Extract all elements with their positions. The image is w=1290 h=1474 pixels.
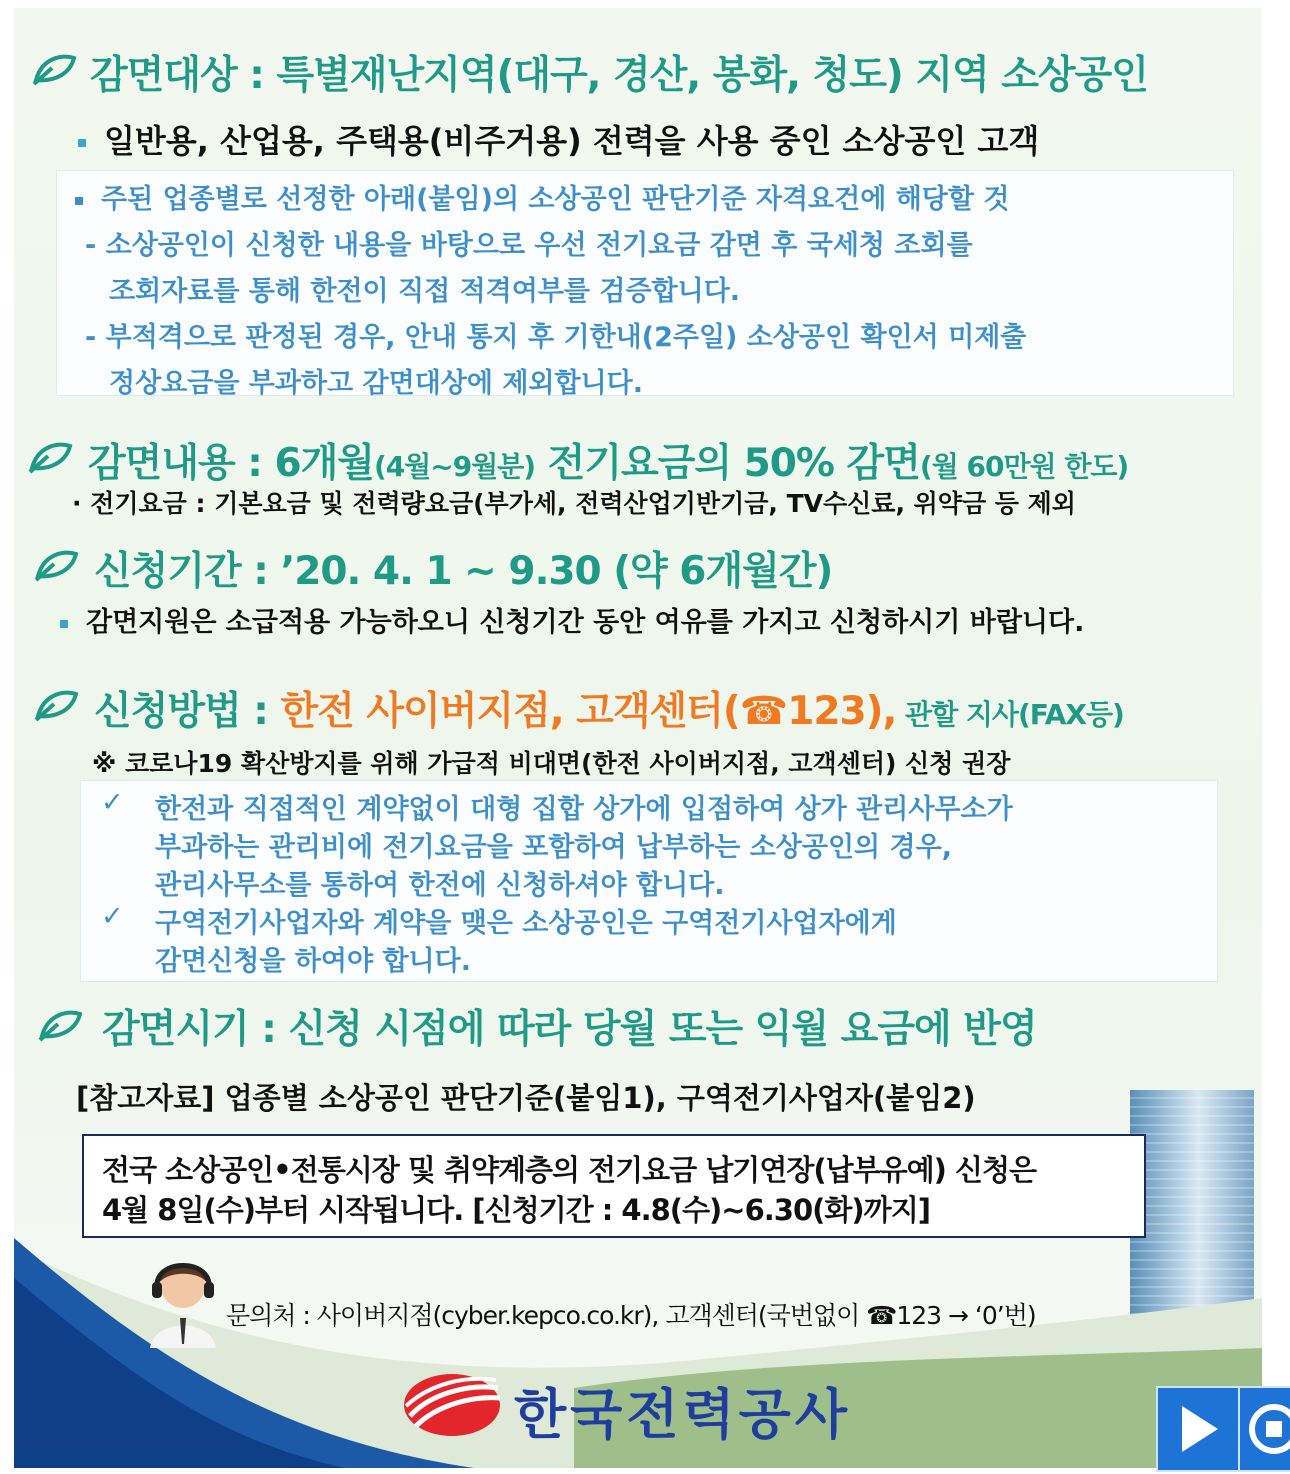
contact-info: 문의처 : 사이버지점(cyber.kepco.co.kr), 고객센터(국번없이 ☎123 → ‘0’번)	[226, 1301, 1036, 1330]
method-label: 신청방법 :	[94, 689, 281, 734]
heading-discount-content	[88, 432, 1128, 488]
leaf-icon	[32, 52, 78, 86]
discount-limit: (월 60만원 한도)	[919, 450, 1129, 483]
kepco-logo-text: 한국전력공사	[514, 1383, 851, 1446]
discount-heading-main: 감면내용 : 6개월	[88, 441, 374, 486]
play-button[interactable]	[1156, 1386, 1240, 1472]
eligibility-detail-line: 정상요금을 부과하고 감면대상에 제외합니다.	[109, 368, 644, 399]
application-period-bullet: 감면지원은 소급적용 가능하오니 신청기간 동안 여유를 가지고 신청하시기 바랍니다.	[60, 600, 1084, 639]
stop-icon	[1240, 1388, 1290, 1470]
eligibility-detail-line: - 소상공인이 신청한 내용을 바탕으로 우선 전기요금 감면 후 국세청 조회를	[85, 230, 973, 261]
heading-application-method	[94, 680, 1124, 736]
notice-line: 전국 소상공인•전통시장 및 취약계층의 전기요금 납기연장(납부유예) 신청은	[102, 1153, 1037, 1187]
eligibility-bullet: 일반용, 산업용, 주택용(비주거용) 전력을 사용 중인 소상공인 고객	[78, 116, 1039, 162]
method-rest: 관할 지사(FAX등)	[896, 698, 1124, 731]
method-note: ※ 코로나19 확산방지를 위해 가급적 비대면(한전 사이버지점, 고객센터) 신청 권장	[92, 749, 1011, 778]
eligibility-detail-box	[56, 170, 1234, 399]
eligibility-detail-line: 주된 업종별로 선정한 아래(붙임)의 소상공인 판단기준 자격요건에 해당할 것	[75, 177, 1009, 216]
play-icon	[1158, 1388, 1238, 1470]
discount-note: · 전기요금 : 기본요금 및 전력량요금(부가세, 전력산업기반기금, TV수신료, 위약금 등 제외	[72, 489, 1076, 518]
bullet-square	[60, 620, 68, 628]
method-detail-line: 구역전기사업자와 계약을 맺은 소상공인은 구역전기사업자에게	[155, 908, 897, 939]
method-detail-box	[80, 780, 1218, 982]
method-detail-line: 감면신청을 하여야 합니다.	[155, 946, 471, 977]
leaf-icon	[38, 1008, 84, 1042]
leaf-icon	[34, 548, 80, 582]
method-detail-line: 관리사무소를 통하여 한전에 신청하셔야 합니다.	[155, 870, 725, 901]
method-detail-line: 부과하는 관리비에 전기요금을 포함하여 납부하는 소상공인의 경우,	[155, 832, 952, 863]
method-detail-line: 한전과 직접적인 계약없이 대형 집합 상가에 입점하여 상가 관리사무소가	[155, 794, 1013, 825]
heading-discount-timing: 감면시기 : 신청 시점에 따라 당월 또는 익월 요금에 반영	[102, 1007, 1037, 1052]
leaf-icon	[28, 440, 74, 474]
discount-period: (4월~9월분)	[373, 450, 536, 483]
reference-materials: [참고자료] 업종별 소상공인 판단기준(붙임1), 구역전기사업자(붙임2)	[76, 1081, 976, 1115]
stop-button[interactable]	[1238, 1386, 1290, 1472]
check-mark-icon: ✓	[101, 901, 124, 932]
payment-deferral-notice	[82, 1134, 1146, 1238]
bullet-square	[75, 197, 83, 205]
kepco-logo-icon	[402, 1372, 502, 1438]
bullet-square	[78, 139, 86, 147]
eligibility-detail-line: - 부적격으로 판정된 경우, 안내 통지 후 기한내(2주일) 소상공인 확인서 미제출	[85, 322, 1027, 353]
method-highlight: 한전 사이버지점, 고객센터(☎123),	[280, 689, 897, 734]
eligibility-detail-line: 조회자료를 통해 한전이 직접 적격여부를 검증합니다.	[109, 276, 741, 307]
heading-eligibility: 감면대상 : 특별재난지역(대구, 경산, 봉화, 청도) 지역 소상공인	[90, 53, 1148, 98]
call-center-agent-icon	[140, 1252, 226, 1348]
check-mark-icon: ✓	[101, 787, 124, 818]
notice-line: 4월 8일(수)부터 시작됩니다. [신청기간 : 4.8(수)~6.30(화)까지]	[102, 1193, 930, 1227]
notice-poster	[14, 8, 1262, 1468]
heading-application-period: 신청기간 : ’20. 4. 1 ~ 9.30 (약 6개월간)	[94, 549, 833, 594]
discount-rate: 전기요금의 50% 감면	[535, 441, 920, 486]
leaf-icon	[34, 688, 80, 722]
